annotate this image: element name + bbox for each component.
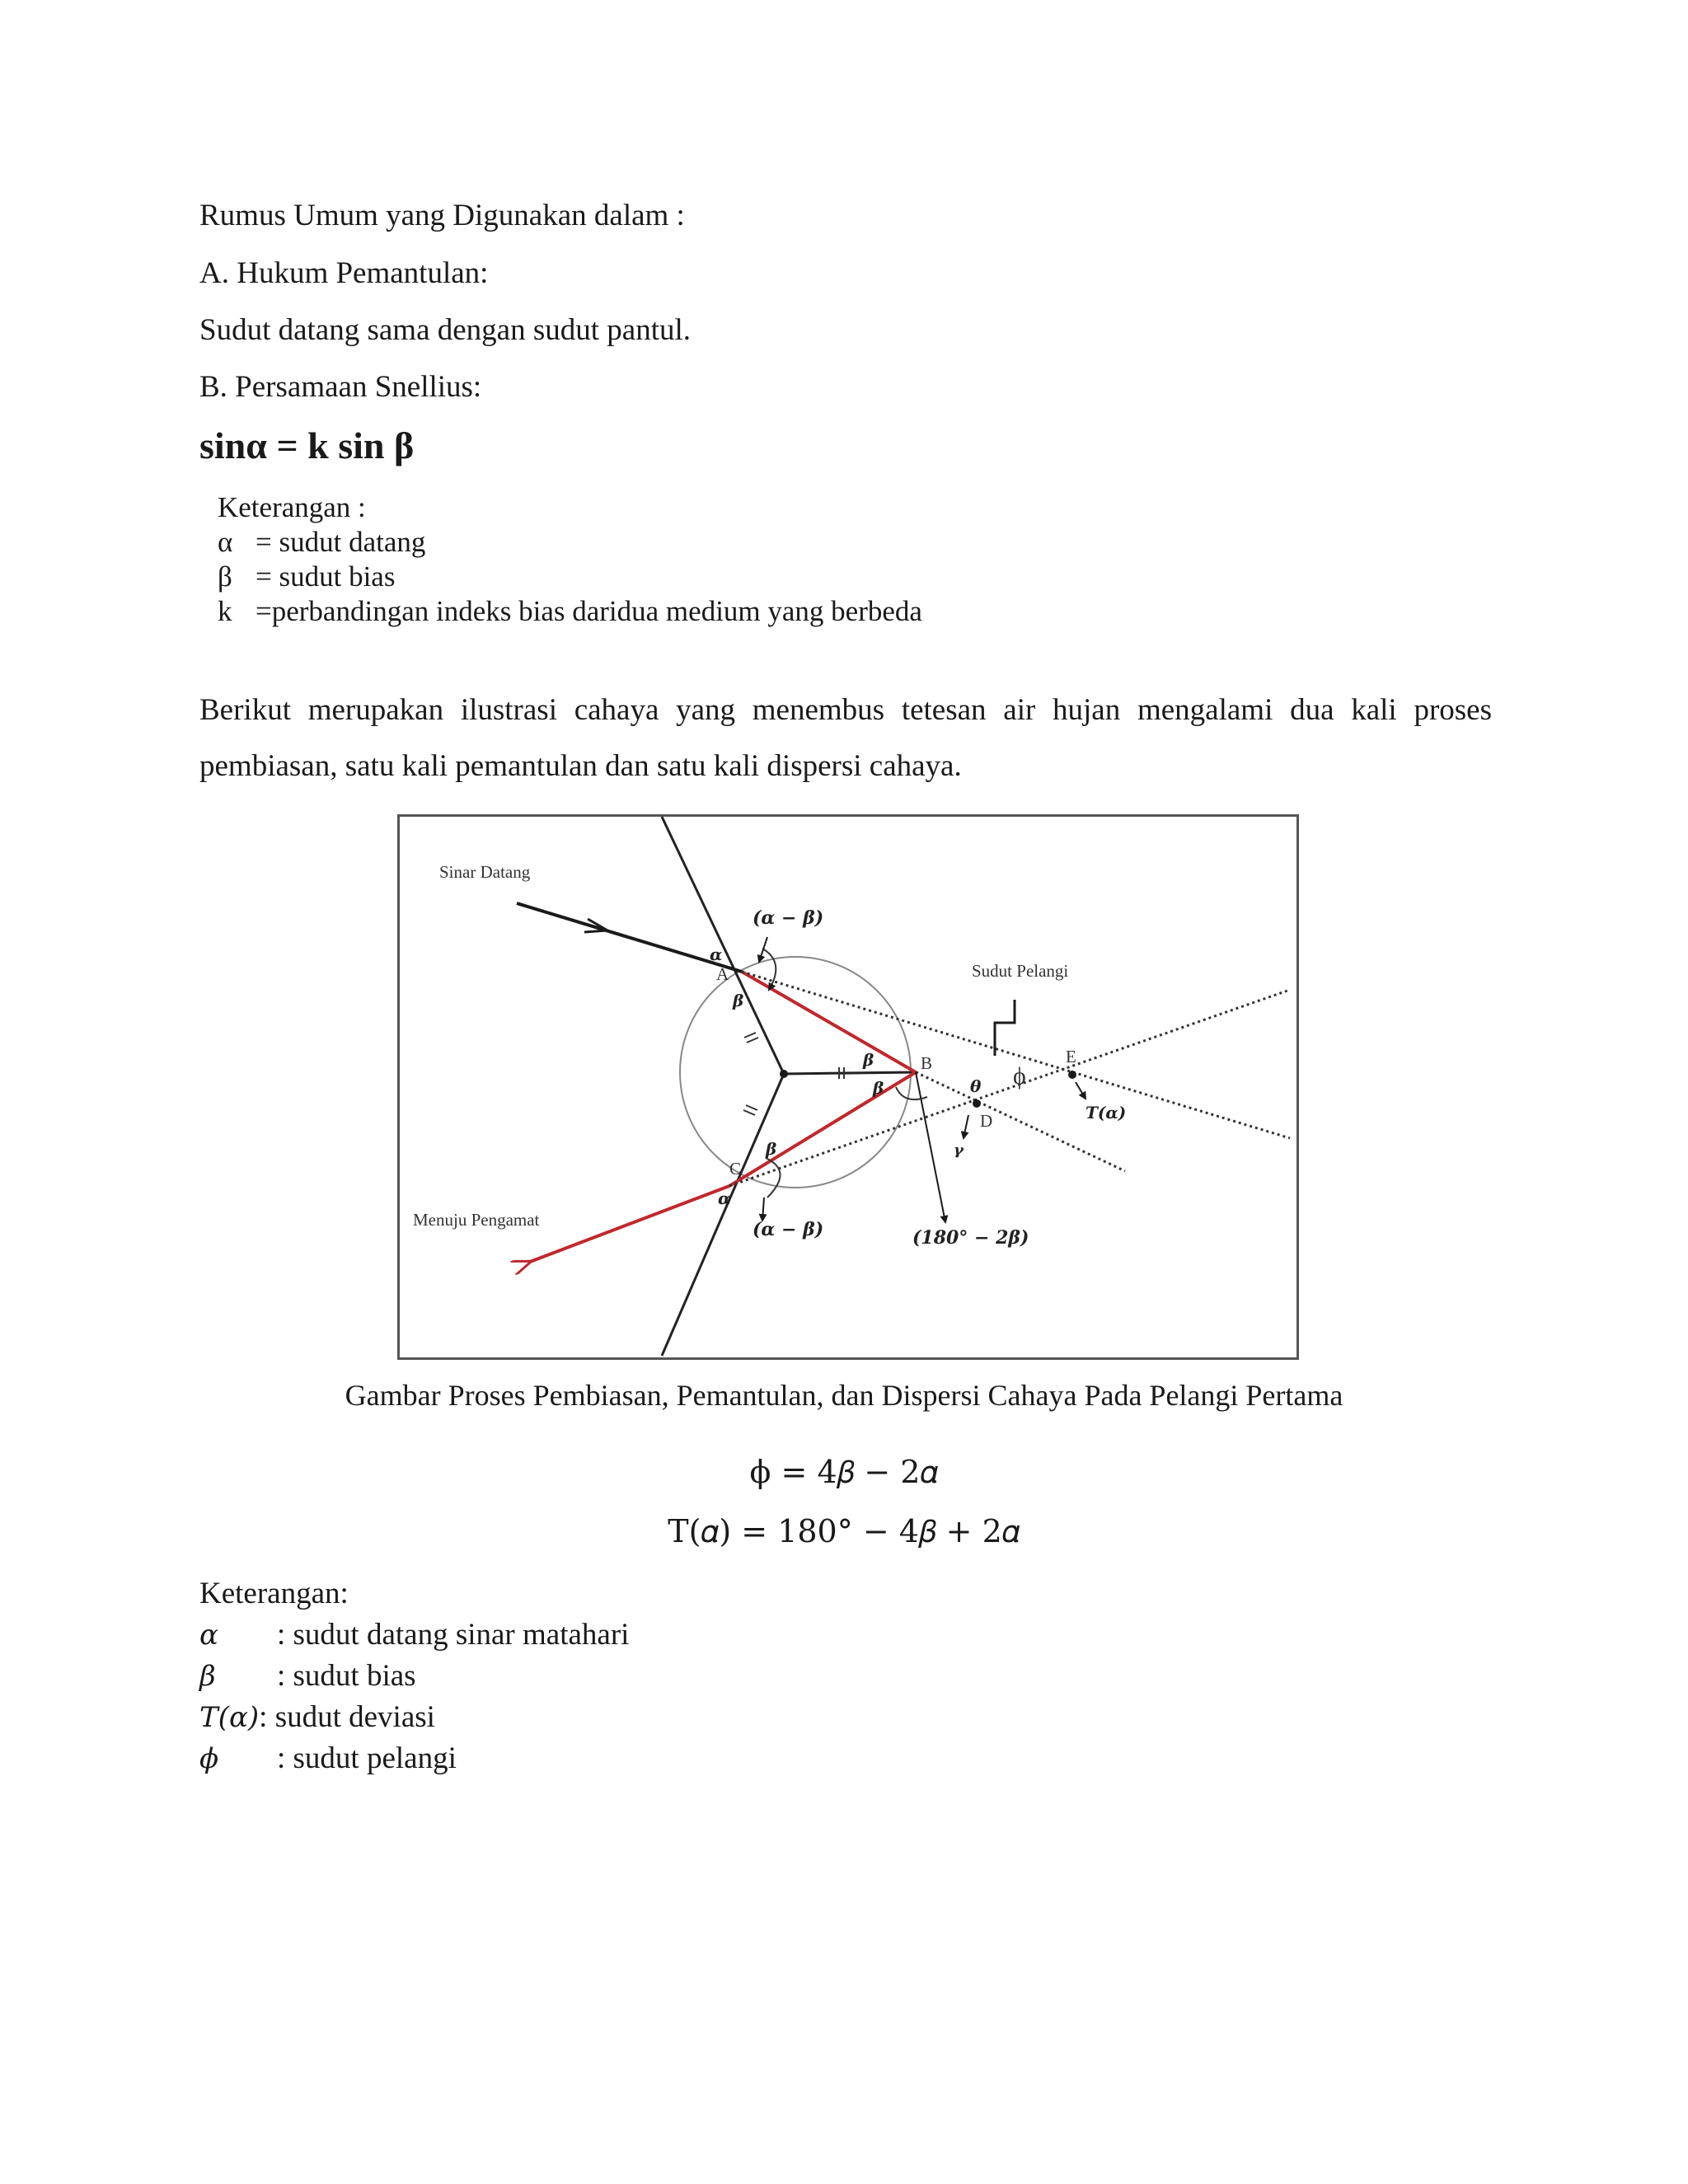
label-point-c: C bbox=[729, 1159, 742, 1179]
equation-deviation: T(𝛼) = 180° − 4𝛽 + 2𝛼 bbox=[668, 1513, 1020, 1549]
dotted-extension-a bbox=[742, 972, 1290, 1138]
keterangan2-symbol: ϕ bbox=[199, 1742, 219, 1775]
figure-caption: Gambar Proses Pembiasan, Pemantulan, dan Dispersi Cahaya Pada Pelangi Pertama bbox=[345, 1379, 1343, 1412]
deviation-arrow bbox=[916, 1072, 945, 1222]
rainbow-diagram bbox=[400, 817, 1296, 1357]
keterangan2-title: Keterangan: bbox=[199, 1577, 349, 1610]
outgoing-ray bbox=[530, 1186, 729, 1262]
keterangan-desc: = sudut datang bbox=[256, 526, 426, 558]
angle-arc-b bbox=[896, 1087, 927, 1099]
keterangan-desc: =perbandingan indeks bias daridua medium yang berbeda bbox=[256, 595, 922, 627]
label-point-e: E bbox=[1066, 1047, 1076, 1066]
dotted-extension-c bbox=[729, 990, 1290, 1186]
label-gamma: γ bbox=[954, 1141, 964, 1159]
label-point-b: B bbox=[921, 1053, 933, 1073]
keterangan-item bbox=[218, 526, 425, 559]
keterangan2-symbol: 𝛼 bbox=[199, 1619, 218, 1652]
section-a-title: A. Hukum Pemantulan: bbox=[199, 256, 489, 290]
label-point-d: D bbox=[980, 1111, 993, 1131]
keterangan2-desc: : sudut pelangi bbox=[277, 1741, 457, 1775]
t-alpha-arrow bbox=[1076, 1082, 1085, 1099]
equation-rainbow-angle: ϕ = 4𝛽 − 2𝛼 bbox=[749, 1454, 939, 1490]
keterangan-item bbox=[218, 560, 395, 593]
section-a-text: Sudut datang sama dengan sudut pantul. bbox=[199, 313, 692, 347]
label-beta-b2: β bbox=[873, 1078, 884, 1098]
keterangan-item bbox=[218, 595, 922, 628]
tick-mark bbox=[747, 1038, 758, 1043]
label-t-alpha: T(α) bbox=[1085, 1103, 1127, 1122]
label-sudut-pelangi: Sudut Pelangi bbox=[972, 961, 1069, 981]
label-beta-a: β bbox=[733, 991, 744, 1010]
keterangan2-symbol: 𝛽 bbox=[199, 1660, 216, 1693]
label-beta-c: β bbox=[766, 1139, 777, 1159]
keterangan2-item bbox=[199, 1741, 457, 1776]
label-alpha-beta-bottom: (α − β) bbox=[753, 1219, 824, 1240]
point-d-dot bbox=[973, 1099, 981, 1108]
tick-mark bbox=[746, 1105, 757, 1110]
rainbow-figure bbox=[397, 814, 1299, 1360]
normal-line-c bbox=[662, 1074, 784, 1356]
heading: Rumus Umum yang Digunakan dalam : bbox=[199, 199, 685, 232]
label-point-a: A bbox=[716, 964, 729, 984]
keterangan2-symbol: 𝑇(𝛼) bbox=[199, 1701, 260, 1734]
keterangan2-item bbox=[199, 1617, 629, 1652]
keterangan2-desc: : sudut deviasi bbox=[259, 1700, 435, 1734]
keterangan2-item bbox=[199, 1699, 435, 1735]
label-phi: ϕ bbox=[1013, 1062, 1026, 1090]
alpha-beta-bottom-arrow bbox=[762, 1197, 764, 1221]
keterangan2-desc: : sudut bias bbox=[277, 1659, 416, 1693]
tick-mark bbox=[743, 1110, 755, 1115]
keterangan2-desc: : sudut datang sinar matahari bbox=[277, 1618, 630, 1652]
alpha-beta-top-arrow bbox=[759, 937, 767, 962]
paragraph: Berikut merupakan ilustrasi cahaya yang menembus tetesan air hujan mengalami dua kali proses pembiasan, satu kali pemantulan dan satu kali dispersi cahaya. bbox=[199, 693, 1492, 783]
label-beta-b1: β bbox=[863, 1050, 874, 1070]
label-alpha-bottom: α bbox=[718, 1188, 731, 1208]
snellius-formula: sinα = k sin β bbox=[199, 424, 415, 466]
point-center bbox=[780, 1070, 788, 1078]
keterangan-symbol: k bbox=[218, 595, 232, 627]
label-alpha-beta-top: (α − β) bbox=[753, 907, 824, 929]
sudut-pelangi-pointer bbox=[995, 1000, 1015, 1056]
label-deviation-180: (180° − 2β) bbox=[912, 1227, 1029, 1249]
tick-mark bbox=[744, 1033, 756, 1038]
keterangan-title: Keterangan : bbox=[218, 491, 366, 523]
label-theta: θ bbox=[970, 1076, 982, 1096]
gamma-arrow bbox=[964, 1115, 968, 1138]
keterangan-symbol: α bbox=[218, 526, 233, 558]
point-e-dot bbox=[1068, 1071, 1076, 1079]
keterangan2-item bbox=[199, 1658, 416, 1694]
section-b-title: B. Persamaan Snellius: bbox=[199, 370, 482, 404]
label-sinar-datang: Sinar Datang bbox=[439, 862, 531, 882]
normal-line-a bbox=[662, 817, 784, 1074]
normal-line-b bbox=[784, 1072, 916, 1074]
keterangan-symbol: β bbox=[218, 560, 232, 593]
label-alpha-top: α bbox=[710, 944, 723, 964]
keterangan-desc: = sudut bias bbox=[256, 560, 396, 593]
label-menuju-pengamat: Menuju Pengamat bbox=[413, 1210, 540, 1230]
